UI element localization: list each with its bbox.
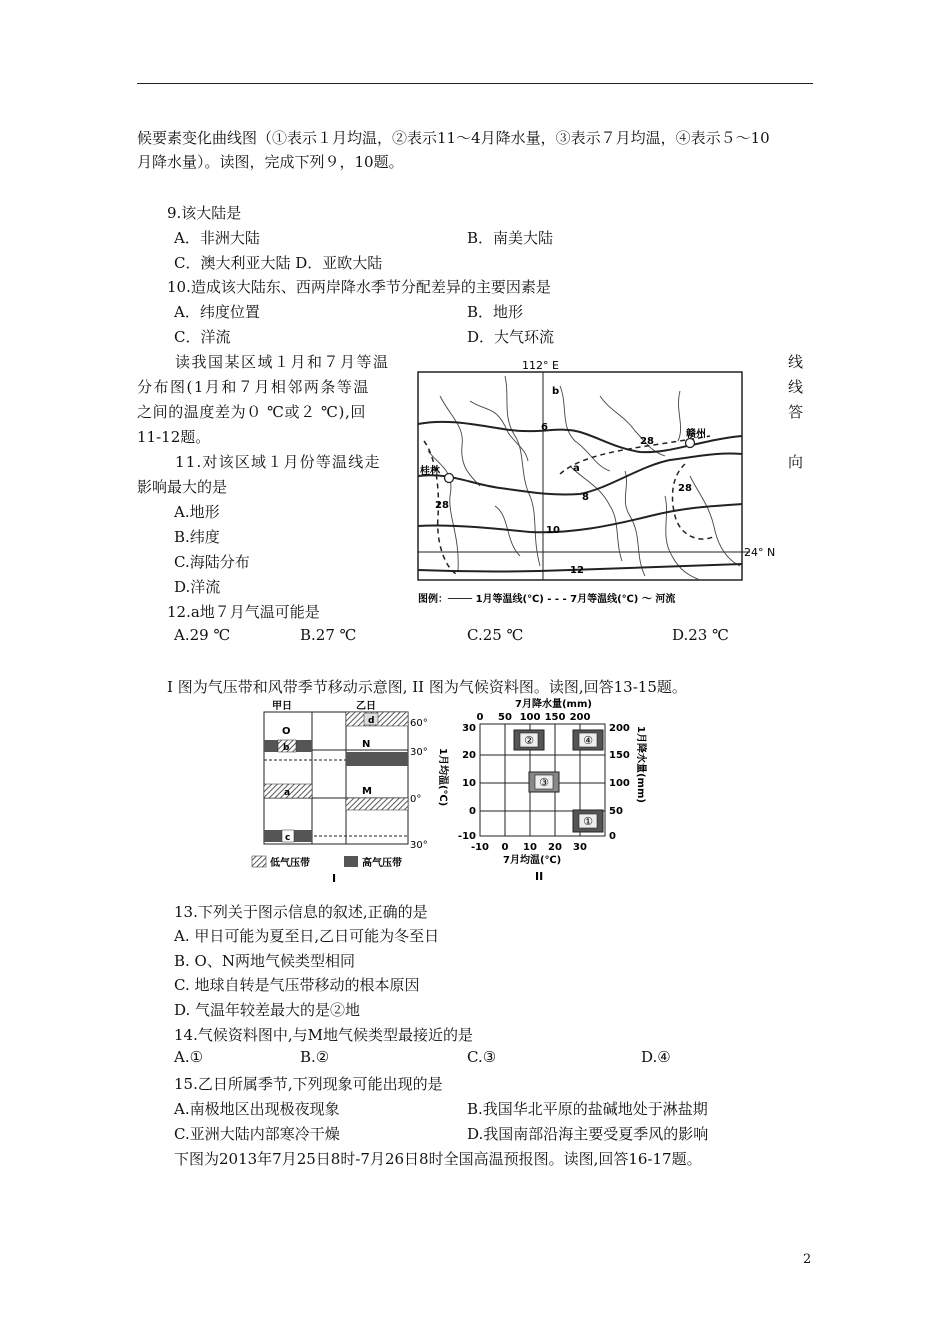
passage1-line-4: 11-12题。 bbox=[137, 428, 211, 446]
q15-option-c: C.亚洲大陆内部寒冷干燥 bbox=[174, 1125, 340, 1143]
q11-line-2: 影响最大的是 bbox=[137, 478, 228, 496]
marker-3-label: ③ bbox=[539, 776, 549, 789]
fig2-caption: II bbox=[535, 870, 544, 883]
q12-option-a: A.29 ℃ bbox=[174, 626, 231, 644]
pressure-belt-figure bbox=[244, 698, 434, 888]
yi-high-n bbox=[346, 752, 408, 766]
top-tick-1: 50 bbox=[498, 712, 512, 723]
map-frame bbox=[418, 372, 742, 580]
q10-option-d: D．大气环流 bbox=[467, 328, 555, 346]
q15-stem: 15.乙日所属季节,下列现象可能出现的是 bbox=[174, 1075, 443, 1093]
fig2-right-title: 1月降水量(mm) bbox=[635, 726, 646, 803]
legend-low-swatch bbox=[252, 856, 266, 867]
q15-option-a: A.南极地区出现极夜现象 bbox=[174, 1100, 340, 1118]
lat-0-label: 0° bbox=[410, 794, 422, 805]
guilin-marker bbox=[445, 474, 454, 483]
label-N: N bbox=[362, 739, 371, 750]
q13-stem: 13.下列关于图示信息的叙述,正确的是 bbox=[174, 903, 428, 921]
q11-option-c: C.海陆分布 bbox=[174, 553, 250, 571]
july-isotherms bbox=[424, 436, 715, 574]
q10-stem: 10.造成该大陆东、西两岸降水季节分配差异的主要因素是 bbox=[167, 278, 551, 296]
guilin-label: 桂林 bbox=[420, 466, 440, 477]
ganzhou-label: 赣州 bbox=[686, 429, 706, 440]
rivers bbox=[428, 376, 740, 580]
q11-stem: 11.对该区域１月份等温线走 bbox=[175, 453, 381, 471]
left-tick-neg10: -10 bbox=[457, 831, 476, 842]
marker-1-label: ① bbox=[583, 815, 593, 828]
legend-high-swatch bbox=[344, 856, 358, 867]
label-a: a bbox=[284, 788, 291, 798]
right-tick-50: 50 bbox=[609, 806, 623, 817]
point-b-label: b bbox=[552, 386, 560, 397]
intro-line-1: 候要素变化曲线图（①表示１月均温，②表示11～4月降水量，③表示７月均温，④表示５～10 bbox=[137, 129, 770, 147]
passage1-line-1: 读我国某区域１月和７月等温 bbox=[175, 353, 390, 371]
q12-option-c: C.25 ℃ bbox=[467, 626, 524, 644]
isotherm-8-label: 8 bbox=[582, 492, 589, 503]
q15-option-d: D.我国南部沿海主要受夏季风的影响 bbox=[467, 1125, 709, 1143]
passage1-line-3: 之间的温度差为０ ℃或２ ℃),回 bbox=[137, 403, 366, 421]
legend-high-label: 高气压带 bbox=[362, 858, 402, 869]
label-c: c bbox=[285, 833, 291, 843]
q13-option-d: D. 气温年较差最大的是②地 bbox=[174, 1001, 361, 1019]
q14-option-d: D.④ bbox=[641, 1048, 671, 1066]
yi-ri-label: 乙日 bbox=[356, 701, 376, 712]
isotherm-28-label-north: 28 bbox=[640, 436, 654, 447]
passage1-line-2: 分布图(1月和７月相邻两条等温 bbox=[137, 378, 370, 396]
header-rule bbox=[137, 83, 813, 84]
climate-data-figure bbox=[430, 696, 660, 888]
q11-option-d: D.洋流 bbox=[174, 578, 221, 596]
fig2-bottom-title: 7月均温(℃) bbox=[503, 855, 562, 866]
page-number: 2 bbox=[803, 1252, 812, 1267]
q11-stem-end: 向 bbox=[788, 453, 804, 471]
lat-label: 24° N bbox=[744, 546, 776, 559]
isotherm-12-label: 12 bbox=[570, 565, 584, 576]
yi-low-m bbox=[346, 798, 408, 810]
isotherm-6-label: 6 bbox=[541, 422, 548, 433]
q12-option-d: D.23 ℃ bbox=[672, 626, 729, 644]
legend-low-label: 低气压带 bbox=[270, 858, 310, 869]
lat-30n-label: 30° bbox=[410, 747, 428, 758]
q9-option-b: B．南美大陆 bbox=[467, 229, 554, 247]
marker-2-label: ② bbox=[524, 734, 534, 747]
marker-4-label: ④ bbox=[583, 734, 593, 747]
passage2: Ⅰ 图为气压带和风带季节移动示意图, II 图为气候资料图。读图,回答13-15题。 bbox=[167, 678, 687, 696]
bottom-tick-10: 10 bbox=[523, 842, 537, 853]
q10-option-a: A．纬度位置 bbox=[174, 303, 260, 321]
lat-30s-label: 30° bbox=[410, 840, 428, 851]
right-tick-200: 200 bbox=[609, 723, 630, 734]
bottom-tick-20: 20 bbox=[548, 842, 562, 853]
isotherm-map bbox=[410, 356, 790, 606]
left-tick-20: 20 bbox=[462, 750, 476, 761]
isotherm-28-label-west: 28 bbox=[435, 500, 449, 511]
q9-option-cd: C．澳大利亚大陆 D．亚欧大陆 bbox=[174, 254, 383, 272]
top-tick-4: 200 bbox=[569, 712, 591, 723]
q15-option-b: B.我国华北平原的盐碱地处于淋盐期 bbox=[467, 1100, 708, 1118]
left-tick-0: 0 bbox=[469, 806, 476, 817]
bottom-tick-30: 30 bbox=[573, 842, 587, 853]
q9-stem: 9.该大陆是 bbox=[167, 204, 242, 222]
q13-option-a: A. 甲日可能为夏至日,乙日可能为冬至日 bbox=[174, 927, 440, 945]
q11-option-a: A.地形 bbox=[174, 503, 220, 521]
q14-stem: 14.气候资料图中,与M地气候类型最接近的是 bbox=[174, 1026, 473, 1044]
lat-60-label: 60° bbox=[410, 718, 428, 729]
label-d: d bbox=[368, 716, 375, 726]
right-tick-100: 100 bbox=[609, 778, 630, 789]
intro-line-2: 月降水量）。读图，完成下列９，10题。 bbox=[137, 153, 404, 171]
right-tick-0: 0 bbox=[609, 831, 616, 842]
bottom-tick-neg10: -10 bbox=[470, 842, 490, 853]
left-tick-30: 30 bbox=[462, 723, 476, 734]
passage1-line-1-end: 线 bbox=[788, 353, 804, 371]
q12-stem: 12.a地７月气温可能是 bbox=[167, 603, 320, 621]
top-tick-2: 100 bbox=[519, 712, 541, 723]
label-b: b bbox=[283, 743, 290, 753]
label-M: M bbox=[362, 786, 372, 797]
passage1-line-3-end: 答 bbox=[788, 403, 804, 421]
passage1-line-2-end: 线 bbox=[788, 378, 804, 396]
isotherm-28-label-east: 28 bbox=[678, 483, 692, 494]
q14-option-b: B.② bbox=[300, 1048, 330, 1066]
jia-ri-label: 甲日 bbox=[272, 701, 292, 712]
q11-option-b: B.纬度 bbox=[174, 528, 220, 546]
right-tick-150: 150 bbox=[609, 750, 630, 761]
lon-label: 112° E bbox=[522, 359, 559, 372]
q10-option-b: B．地形 bbox=[467, 303, 524, 321]
map-legend: 图例：──── 1月等温线(℃) - - - 7月等温线(℃) ～ 河流 bbox=[418, 594, 676, 605]
top-tick-3: 150 bbox=[544, 712, 566, 723]
left-tick-10: 10 bbox=[462, 778, 476, 789]
top-tick-0: 0 bbox=[476, 712, 484, 723]
fig2-left-title: 1月均温(℃) bbox=[437, 748, 448, 807]
bottom-tick-0: 0 bbox=[501, 842, 509, 853]
passage3: 下图为2013年7月25日8时-7月26日8时全国高温预报图。读图,回答16-17题。 bbox=[174, 1150, 702, 1168]
q14-option-a: A.① bbox=[174, 1048, 204, 1066]
q13-option-b: B. O、N两地气候类型相同 bbox=[174, 952, 355, 970]
q10-option-c: C．洋流 bbox=[174, 328, 231, 346]
isotherm-10-label: 10 bbox=[546, 525, 560, 536]
label-O: O bbox=[282, 726, 291, 737]
q12-option-b: B.27 ℃ bbox=[300, 626, 357, 644]
q14-option-c: C.③ bbox=[467, 1048, 497, 1066]
point-a-label: a bbox=[573, 463, 580, 474]
q13-option-c: C. 地球自转是气压带移动的根本原因 bbox=[174, 976, 420, 994]
fig2-top-title: 7月降水量(mm) bbox=[515, 699, 592, 710]
fig1-caption: I bbox=[332, 872, 337, 885]
q9-option-a: A．非洲大陆 bbox=[174, 229, 260, 247]
